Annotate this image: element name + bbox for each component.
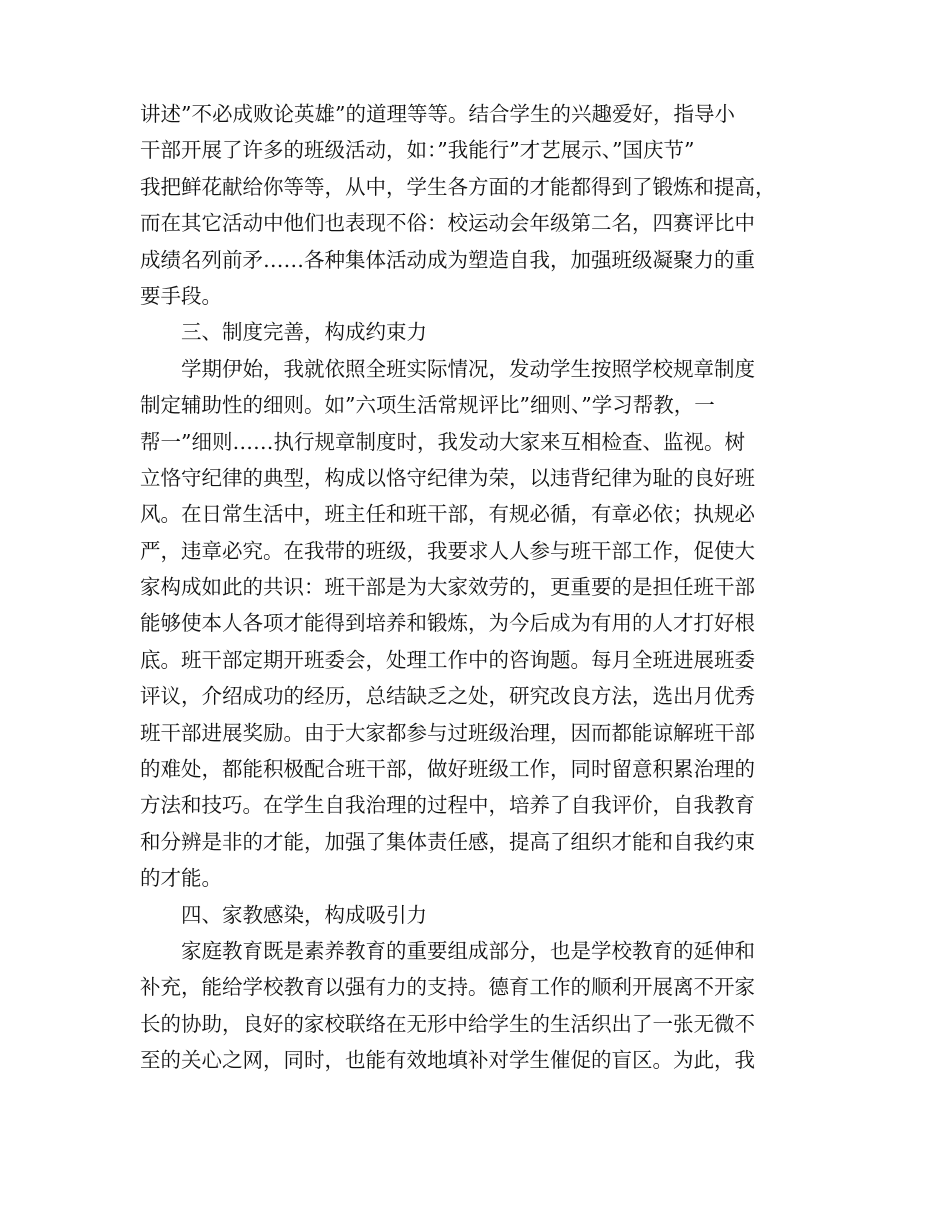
text-line: 的才能。 <box>140 866 222 891</box>
text-line: 四、家教感染，构成吸引力 <box>181 902 427 927</box>
text-line: 风。在日常生活中，班主任和班干部，有规必循，有章必依；执规必 <box>140 502 755 527</box>
text-line: 三、制度完善，构成约束力 <box>181 320 427 345</box>
text-line: 评议，介绍成功的经历，总结缺乏之处，研究改良方法，选出月优秀 <box>140 684 755 709</box>
text-line: 和分辨是非的才能，加强了集体责任感，提高了组织才能和自我约束 <box>140 829 755 854</box>
text-line: 至的关心之网，同时，也能有效地填补对学生催促的盲区。为此，我 <box>140 1048 755 1073</box>
text-line: 方法和技巧。在学生自我治理的过程中，培养了自我评价，自我教育 <box>140 793 755 818</box>
text-line: 补充，能给学校教育以强有力的支持。德育工作的顺利开展离不开家 <box>140 975 755 1000</box>
text-line: 要手段。 <box>140 283 222 308</box>
document-body <box>140 96 820 1079</box>
text-line: 讲述”不必成败论英雄”的道理等等。结合学生的兴趣爱好，指导小 <box>140 102 735 126</box>
text-line: 的难处，都能积极配合班干部，做好班级工作，同时留意积累治理的 <box>140 757 755 782</box>
text-line: 班干部进展奖励。由于大家都参与过班级治理，因而都能谅解班干部 <box>140 720 755 745</box>
text-line: 干部开展了许多的班级活动，如：”我能行”才艺展示、”国庆节” <box>140 138 695 163</box>
text-line: 成绩名列前矛……各种集体活动成为塑造自我，加强班级凝聚力的重 <box>140 247 755 272</box>
text-line: 长的协助，良好的家校联络在无形中给学生的生活织出了一张无微不 <box>140 1011 755 1036</box>
document-page <box>140 96 820 1079</box>
text-line: 底。班干部定期开班委会，处理工作中的咨询题。每月全班进展班委 <box>140 647 755 672</box>
text-line: 学期伊始，我就依照全班实际情况，发动学生按照学校规章制度 <box>181 356 755 381</box>
text-line: 而在其它活动中他们也表现不俗：校运动会年级第二名，四赛评比中 <box>140 211 755 236</box>
text-line: 我把鲜花献给你等等，从中，学生各方面的才能都得到了锻炼和提高， <box>140 174 776 199</box>
text-line: 家庭教育既是素养教育的重要组成部分，也是学校教育的延伸和 <box>181 938 755 963</box>
text-line: 严，违章必究。在我带的班级，我要求人人参与班干部工作，促使大 <box>140 538 755 563</box>
text-line: 立恪守纪律的典型，构成以恪守纪律为荣，以违背纪律为耻的良好班 <box>140 465 755 490</box>
text-line: 制定辅助性的细则。如”六项生活常规评比”细则、”学习帮教，一 <box>140 393 715 418</box>
text-line: 能够使本人各项才能得到培养和锻炼，为今后成为有用的人才打好根 <box>140 611 755 636</box>
text-line: 帮一”细则……执行规章制度时，我发动大家来互相检查、监视。树 <box>140 429 745 454</box>
text-line: 家构成如此的共识：班干部是为大家效劳的，更重要的是担任班干部 <box>140 575 755 600</box>
